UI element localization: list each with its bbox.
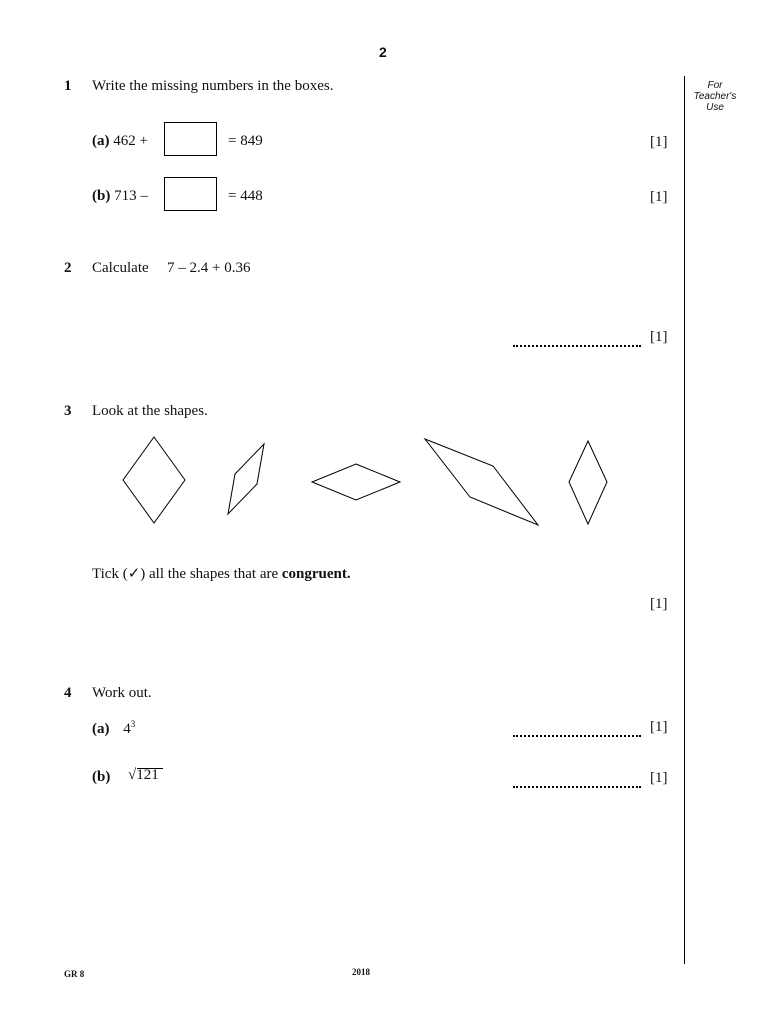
q3-instruction (92, 564, 351, 583)
q2-text: Calculate (92, 260, 149, 276)
q3-text: Look at the shapes. (92, 403, 208, 419)
q2-number: 2 (64, 260, 72, 276)
q1a-label: (a) (92, 133, 110, 149)
q3-number: 3 (64, 403, 72, 419)
q4b-expression (128, 767, 159, 784)
shape-rhombus-5 (569, 441, 607, 524)
q1-number: 1 (64, 78, 72, 94)
q1a-right: = 849 (228, 133, 263, 149)
q3-instruction-bold: congruent. (281, 566, 351, 582)
q4b-label: (b) (92, 769, 111, 785)
q1b-label: (b) (92, 188, 111, 204)
q4a-row (92, 719, 135, 738)
shape-rhombus-3 (312, 464, 400, 500)
footer-year: 2018 (352, 967, 370, 977)
q2-mark: [1] (650, 329, 668, 345)
q1b-mark: [1] (650, 189, 668, 205)
q2-expression: 7 – 2.4 + 0.36 (167, 260, 251, 276)
q1-text: Write the missing numbers in the boxes. (92, 78, 334, 94)
q1a-left: 462 + (113, 133, 148, 149)
q1b-right: = 448 (228, 188, 263, 204)
q4a-mark: [1] (650, 719, 668, 735)
q4b-mark: [1] (650, 770, 668, 786)
q4-text: Work out. (92, 685, 152, 701)
q4b-answer-line[interactable] (513, 786, 641, 788)
q3-instruction-text: Tick (✓) all the shapes that are (92, 566, 282, 582)
page-number: 2 (379, 44, 387, 60)
shape-parallelogram-4 (425, 439, 538, 525)
q4a-base: 4 (123, 721, 131, 737)
q4b-radical: √ (128, 767, 137, 783)
q4b-label-wrap (92, 769, 110, 786)
footer-grade: GR 8 (64, 969, 85, 979)
q4b-radicand: 121 (136, 767, 159, 783)
q4a-exponent: 3 (130, 719, 136, 729)
q4a-label: (a) (92, 721, 110, 737)
q4-number: 4 (64, 685, 72, 701)
q4a-answer-line[interactable] (513, 735, 641, 737)
q4b-radical-bar (137, 768, 163, 769)
q1a-mark: [1] (650, 134, 668, 150)
shape-parallelogram-2 (228, 444, 264, 514)
teacher-use-label: For Teacher's Use (693, 80, 737, 113)
q3-mark: [1] (650, 596, 668, 612)
q1b-left: 713 – (114, 188, 148, 204)
shape-rhombus-1 (123, 437, 185, 523)
